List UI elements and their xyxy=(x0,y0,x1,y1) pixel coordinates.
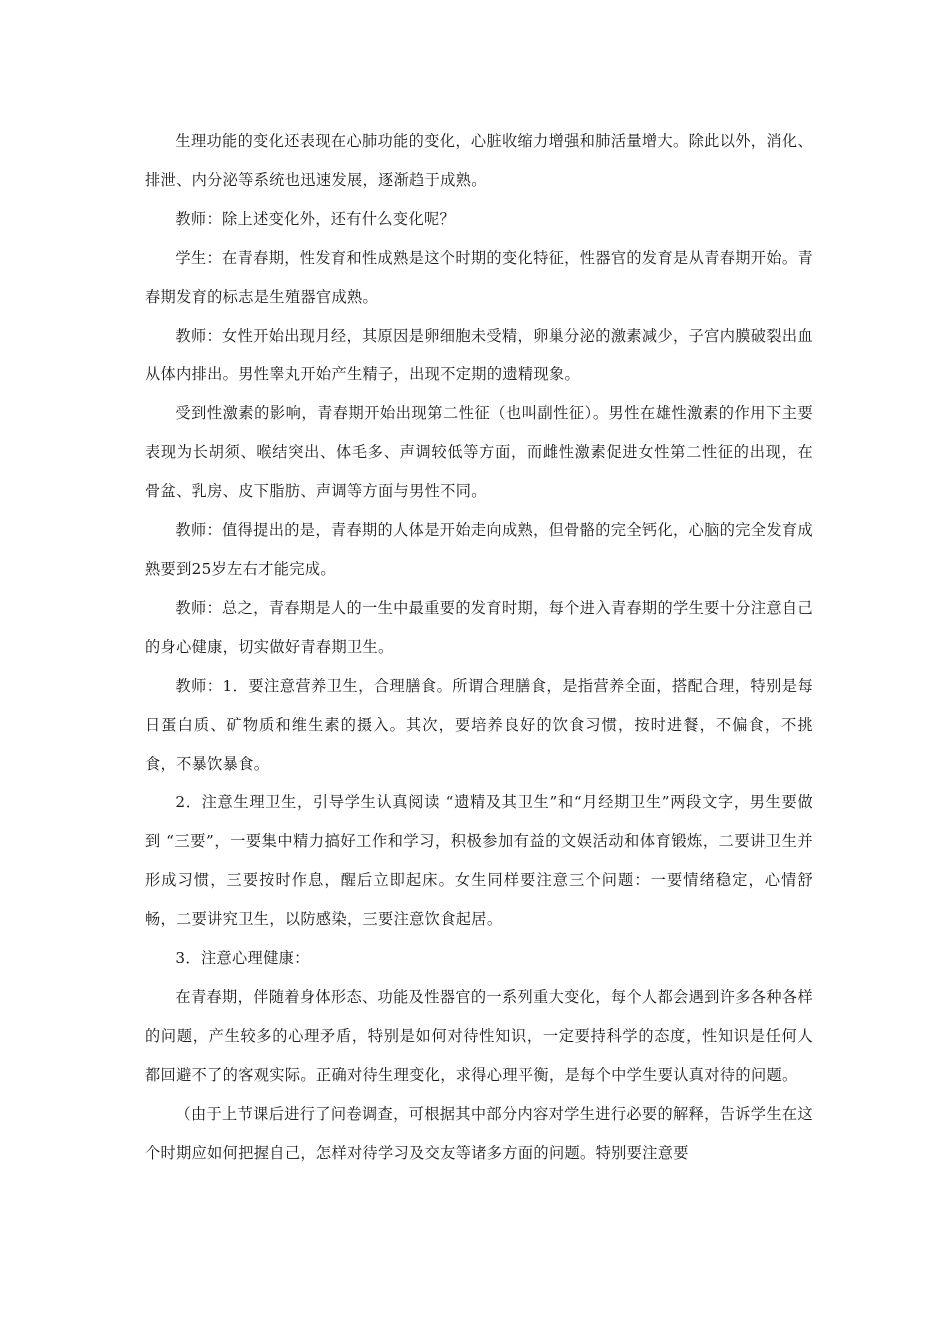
paragraph-physiology: 生理功能的变化还表现在心肺功能的变化，心脏收缩力增强和肺活量增大。除此以外，消化、排泄、内分泌等系统也迅速发展，逐渐趋于成熟。 xyxy=(145,132,813,189)
paragraph-teacher-question: 教师：除上述变化外，还有什么变化呢？ xyxy=(175,209,456,228)
paragraph-mental-health-heading: 3．注意心理健康： xyxy=(175,949,310,968)
document-body xyxy=(145,122,813,1172)
paragraph-survey-note: （由于上节课后进行了问卷调查，可根据其中部分内容对学生进行必要的解释，告诉学生在这个时期应如何把握自己，怎样对待学习及交友等诸多方面的问题。特别要注意要 xyxy=(145,1104,813,1162)
paragraph-mental-health: 在青春期，伴随着身体形态、功能及性器官的一系列重大变化，每个人都会遇到许多各种各样的问题，产生较多的心理矛盾，特别是如何对待性知识，一定要持科学的态度，性知识是任何人都回避不了的客观实际。正确对待生理变化，求得心理平衡，是每个中学生要认真对待的问题。 xyxy=(145,987,813,1084)
paragraph-teacher-maturity: 教师：值得提出的是，青春期的人体是开始走向成熟，但骨骼的完全钙化，心脑的完全发育成熟要到25岁左右才能完成。 xyxy=(145,521,813,578)
paragraph-hygiene: 2．注意生理卫生，引导学生认真阅读 “遗精及其卫生”和“月经期卫生”两段文字，男生要做到 “三要”，一要集中精力搞好工作和学习，积极参加有益的文娱活动和体育锻炼，二要讲卫生并形成习惯，三要按时作息，醒后立即起床。女生同样要注意三个问题：一要情绪稳定，心情舒畅，二要讲究卫生，以防感染，三要注意饮食起居。 xyxy=(145,793,813,929)
paragraph-teacher-menstruation: 教师：女性开始出现月经，其原因是卵细胞未受精，卵巢分泌的激素减少，子宫内膜破裂出血从体内排出。男性睾丸开始产生精子，出现不定期的遗精现象。 xyxy=(145,326,813,384)
paragraph-nutrition: 教师：1．要注意营养卫生，合理膳食。所谓合理膳食，是指营养全面，搭配合理，特别是每日蛋白质、矿物质和维生素的摄入。其次，要培养良好的饮食习惯，按时进餐，不偏食，不挑食，不暴饮暴食。 xyxy=(145,676,813,773)
paragraph-teacher-summary: 教师：总之，青春期是人的一生中最重要的发育时期，每个进入青春期的学生要十分注意自己的身心健康，切实做好青春期卫生。 xyxy=(145,598,813,656)
paragraph-secondary-sex-traits: 受到性激素的影响，青春期开始出现第二性征（也叫副性征）。男性在雄性激素的作用下主要表现为长胡须、喉结突出、体毛多、声调较低等方面，而雌性激素促进女性第二性征的出现，在骨盆、乳房、皮下脂肪、声调等方面与男性不同。 xyxy=(145,404,813,501)
paragraph-student-answer: 学生：在青春期，性发育和性成熟是这个时期的变化特征，性器官的发育是从青春期开始。青春期发育的标志是生殖器官成熟。 xyxy=(145,248,813,306)
